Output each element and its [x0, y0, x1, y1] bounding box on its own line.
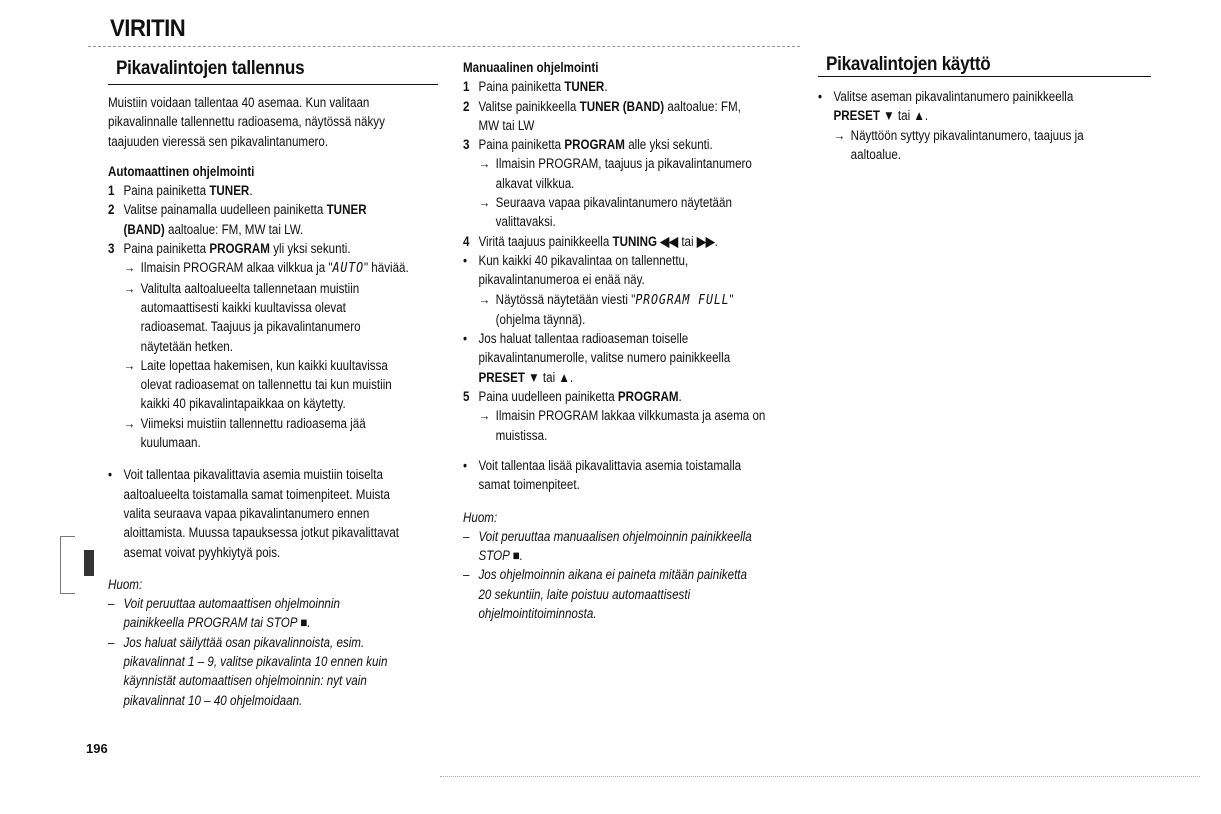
result-4: → Viimeksi muistiin tallennettu radioasema jää kuulumaan. — [108, 414, 452, 453]
note-label: Huom: — [463, 509, 498, 525]
step-2-cont: (BAND) aaltoalue: FM, MW tai LW. — [123, 221, 304, 237]
result-3: → Laite lopettaa hakemisen, kun kaikki kuultavissa olevat radioasemat on tallennettu tai kun muistiin kaikki 40 pikavalintapaikkaa on käytetty. — [108, 356, 452, 414]
page-title: VIRITIN — [110, 15, 186, 42]
bullet-item: • Voit tallentaa pikavalittavia asemia muistiin toiselta aaltoalueelta toistamalla samat toimenpiteet. Muista valita seuraava vapaa pikavalintanumero ennen aloittamista. Muussa tapauksessa jotkut pikavalittavat asemat voivat pyyhkiytyä pois. — [108, 465, 452, 561]
bullet-item: • Voit tallentaa lisää pikavalittavia asemia toistamalla samat toimenpiteet. — [463, 456, 807, 495]
arrow-icon: → — [123, 280, 136, 296]
arrow-icon: → — [478, 408, 491, 424]
manual-programming-heading: Manuaalinen ohjelmointi — [463, 60, 599, 75]
arrow-icon: → — [478, 195, 491, 211]
intro-line: Muistiin voidaan tallentaa 40 asemaa. Kun valitaan — [108, 95, 370, 110]
arrow-icon: → — [123, 415, 136, 431]
bullet-icon: • — [818, 89, 823, 104]
right-column — [818, 87, 1153, 164]
margin-bracket — [60, 536, 75, 594]
step-3: 3 Paina painiketta PROGRAM yli yksi sekunti. — [108, 241, 351, 257]
language-tab — [84, 550, 94, 576]
page-number: 196 — [86, 741, 108, 756]
right-section-heading: Pikavalintojen käyttö — [826, 54, 991, 75]
step-4: 4 Viritä taajuus painikkeella TUNING ◀◀ tai ▶▶. — [463, 233, 718, 249]
auto-programming-heading: Automaattinen ohjelmointi — [108, 163, 255, 179]
step-2: 2 Valitse painikkeella TUNER (BAND) aaltoalue: FM, MW tai LW — [463, 98, 741, 133]
middle-column — [463, 58, 807, 623]
arrow-icon: → — [833, 127, 846, 143]
bullet-icon: • — [463, 331, 468, 347]
result-1: → Ilmaisin PROGRAM alkaa vilkkua ja "AUTO" häviää. — [108, 258, 452, 278]
scan-specks — [440, 776, 1200, 777]
intro-line: pikavalinnalle tallennettu radioasema, näytössä näkyy — [108, 114, 385, 130]
step-5: 5 Paina uudelleen painiketta PROGRAM. — [463, 389, 682, 405]
note-label: Huom: — [108, 576, 143, 592]
result-3: → Ilmaisin PROGRAM lakkaa vilkkumasta ja asema on muistissa. — [463, 406, 807, 445]
result-1: → Ilmaisin PROGRAM, taajuus ja pikavalintanumero alkavat vilkkua. — [463, 154, 807, 193]
arrow-icon: → — [478, 156, 491, 172]
arrow-icon: → — [478, 291, 491, 307]
step-1: 1 Paina painiketta TUNER. — [108, 183, 253, 199]
header-divider — [88, 46, 800, 47]
bullet-icon: • — [463, 457, 468, 473]
arrow-icon: → — [123, 260, 136, 276]
note-item: – Jos ohjelmoinnin aikana ei paineta mitään painiketta 20 sekuntiin, laite poistuu automaattisesti ohjelmointitoiminnosta. — [463, 567, 747, 622]
result-full: → Näytössä näytetään viesti "PROGRAM FULL" (ohjelma täynnä). — [463, 290, 807, 330]
bullet-icon: • — [108, 467, 113, 483]
left-heading-rule — [108, 84, 438, 85]
result-2: → Seuraava vapaa pikavalintanumero näytetään valittavaksi. — [463, 193, 807, 232]
bullet-item: • Valitse aseman pikavalintanumero painikkeella PRESET ▼ tai ▲. — [818, 87, 1153, 126]
left-column — [108, 93, 452, 710]
bullet-item: • Kun kaikki 40 pikavalintaa on tallennettu, pikavalintanumeroa ei enää näy. — [463, 251, 807, 290]
note-item: – Voit peruuttaa manuaalisen ohjelmoinnin painikkeella STOP ■. — [463, 528, 752, 564]
left-section-heading: Pikavalintojen tallennus — [116, 58, 305, 79]
note-item: – Voit peruuttaa automaattisen ohjelmoinnin painikkeella PROGRAM tai STOP ■. — [108, 596, 340, 631]
step-1: 1 Paina painiketta TUNER. — [463, 79, 608, 95]
step-2: 2 Valitse painamalla uudelleen painiketta TUNER — [108, 202, 367, 218]
result-2: → Valitulta aaltoalueelta tallennetaan muistiin automaattisesti kaikki kuultavissa olevat radioasemat. Taajuus ja pikavalintanumero näytetään hetken. — [108, 279, 452, 356]
note-item: – Jos haluat säilyttää osan pikavalinnoista, esim. pikavalinnat 1 – 9, valitse pikavalinta 10 ennen kuin käynnistät automaattisen ohjelmoinnin: nyt vain pikavalinnat 10 – 40 ohjelmoidaan. — [108, 634, 388, 708]
result-1: → Näyttöön syttyy pikavalintanumero, taajuus ja aaltoalue. — [818, 126, 1153, 165]
bullet-icon: • — [463, 252, 468, 268]
intro-line: taajuuden vieressä sen pikavalintanumero. — [108, 133, 329, 149]
step-3: 3 Paina painiketta PROGRAM alle yksi sekunti. — [463, 137, 713, 153]
right-heading-rule — [818, 76, 1151, 77]
arrow-icon: → — [123, 357, 136, 373]
bullet-item: • Jos haluat tallentaa radioaseman toiselle pikavalintanumerolle, valitse numero painikkeella PRESET ▼ tai ▲. — [463, 329, 807, 387]
